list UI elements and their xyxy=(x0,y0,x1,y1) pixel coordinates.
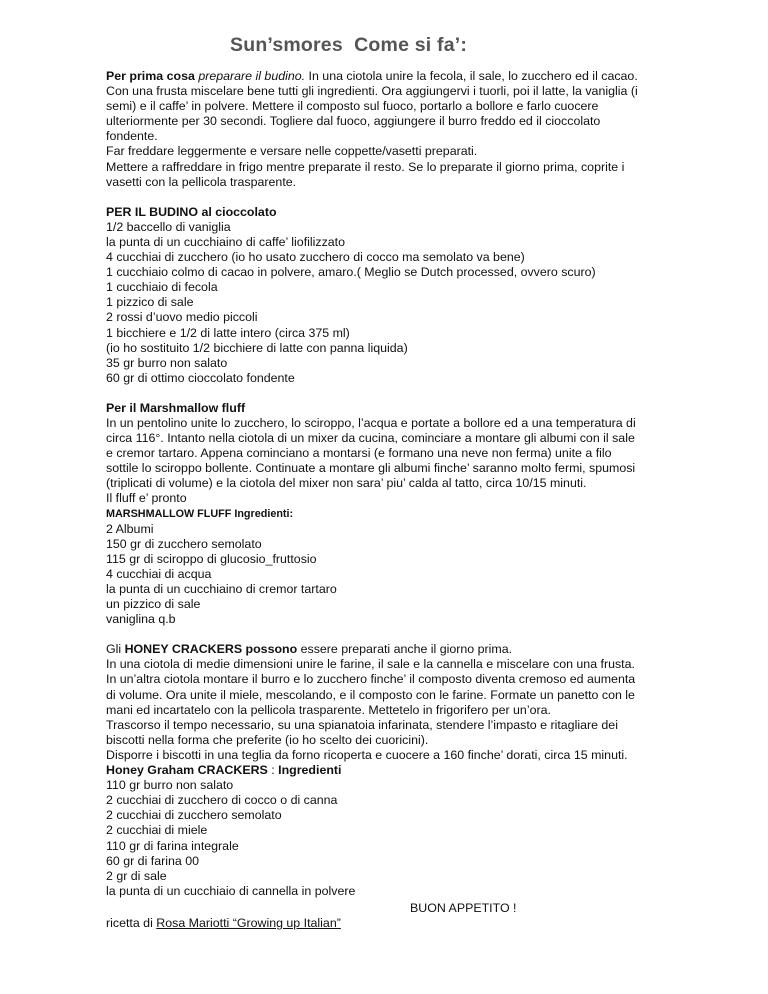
ingredient-item: 2 cucchiai di zucchero di cocco o di canna xyxy=(106,793,338,808)
ingredient-item: la punta di un cucchiaio di cannella in polvere xyxy=(106,883,356,898)
ingredient-item: 2 rossi d’uovo medio piccoli xyxy=(106,310,258,325)
crackers-ingredients-label: Ingredienti xyxy=(278,763,342,778)
intro-line: semi) e il caffe’ in polvere. Mettere il composto sul fuoco, portarlo a bollore e farlo cuocere xyxy=(106,99,599,114)
ingredient-item: 150 gr di zucchero semolato xyxy=(106,536,262,551)
fluff-section xyxy=(106,401,676,627)
fluff-line: In un pentolino unite lo zucchero, lo sciroppo, l’acqua e portate a bollore ed a una temperatura di xyxy=(106,415,636,430)
crackers-ingredients-heading xyxy=(106,763,676,778)
ingredient-item: 4 cucchiai di zucchero (io ho usato zucchero di cocco ma semolato va bene) xyxy=(106,250,525,265)
crackers-first-line xyxy=(106,642,676,657)
ingredient-item: 2 cucchiai di zucchero semolato xyxy=(106,808,282,823)
crackers-ingredients-sep: : xyxy=(267,763,279,778)
fluff-line: e cremor tartaro. Appena cominciano a montarsi (e formano una neve non ferma) unite a filo xyxy=(106,446,612,461)
ingredient-item: 35 gr burro non salato xyxy=(106,355,228,370)
ingredient-item: 60 gr di farina 00 xyxy=(106,853,199,868)
crackers-section xyxy=(106,642,676,899)
intro-lead-italic: preparare il budino. xyxy=(198,69,306,83)
intro-line: fondente. xyxy=(106,129,158,144)
intro-lead-bold: Per prima cosa xyxy=(106,69,195,83)
buon-appetito: BUON APPETITO ! xyxy=(410,900,517,915)
recipe-credit xyxy=(106,916,341,930)
ingredient-item: un pizzico di sale xyxy=(106,597,201,612)
crackers-line: Trascorso il tempo necessario, su una spianatoia infarinata, stendere l’impasto e ritagliare dei xyxy=(106,717,618,732)
crackers-line: In un’altra ciotola montare il burro e lo zucchero finche’ il composto diventa cremoso ed aumenta xyxy=(106,672,636,687)
intro-first-line xyxy=(106,69,676,84)
ingredient-item: 1 bicchiere e 1/2 di latte intero (circa 375 ml) xyxy=(106,325,350,340)
spacer xyxy=(106,627,676,642)
ingredient-item: 2 Albumi xyxy=(106,521,154,536)
crackers-line: In una ciotola di medie dimensioni unire le farine, il sale e la cannella e miscelare con una frusta. xyxy=(106,657,635,672)
crackers-bold: HONEY CRACKERS possono xyxy=(124,642,298,657)
crackers-pre: Gli xyxy=(106,642,125,657)
credit-link[interactable]: Rosa Mariotti “Growing up Italian” xyxy=(156,915,341,930)
ingredient-item: 4 cucchiai di acqua xyxy=(106,566,212,581)
budino-heading: PER IL BUDINO al cioccolato xyxy=(106,204,277,219)
fluff-line: sottile lo sciroppo bollente. Continuate a montare gli albumi finche’ saranno molto fermi, spumosi xyxy=(106,461,636,476)
intro-line: Far freddare leggermente e versare nelle coppette/vasetti preparati. xyxy=(106,144,478,159)
ingredient-item: la punta di un cucchiaino di cremor tartaro xyxy=(106,582,337,596)
ingredient-item: 2 gr di sale xyxy=(106,868,167,883)
intro-line: Mettere a raffreddare in frigo mentre preparate il resto. Se lo preparate il giorno prima, coprite i xyxy=(106,159,625,174)
crackers-line: Disporre i biscotti in una teglia da forno ricoperta e cuocere a 160 finche’ dorati, circa 15 minuti. xyxy=(106,747,628,762)
crackers-line: di volume. Ora unite il miele, mescolando, e il composto con le farine. Formate un panetto con le xyxy=(106,687,635,702)
fluff-ingredients-heading: MARSHMALLOW FLUFF Ingredienti: xyxy=(106,507,294,520)
ingredient-item: vaniglina q.b xyxy=(106,612,176,627)
intro-line: ulteriormente per 30 secondi. Togliere dal fuoco, aggiungere il burro freddo ed il cioccolato xyxy=(106,114,601,129)
ingredient-item: 115 gr di sciroppo di glucosio_fruttosio xyxy=(106,551,317,566)
crackers-line: mani ed incartatelo con la pellicola trasparente. Mettetelo in frigorifero per un’ora. xyxy=(106,702,551,717)
ingredient-item: la punta di un cucchiaino di caffe’ liofilizzato xyxy=(106,234,346,249)
intro-line: In una ciotola unire la fecola, il sale, lo zucchero ed il cacao. xyxy=(305,69,638,83)
fluff-line: circa 116°. Intanto nella ciotola di un mixer da cucina, cominciare a montare gli albumi con il sale xyxy=(106,431,635,446)
budino-section xyxy=(106,205,676,386)
ingredient-item: 1 cucchiaio di fecola xyxy=(106,280,218,295)
ingredient-item: 110 gr di farina integrale xyxy=(106,838,239,853)
ingredient-item: 1 cucchiaio colmo di cacao in polvere, amaro.( Meglio se Dutch processed, ovvero scuro) xyxy=(106,265,596,280)
fluff-line: (triplicati di volume) e la ciotola del mixer non sara’ piu’ calda al tatto, circa 10/15 minuti. xyxy=(106,476,587,491)
fluff-heading: Per il Marshmallow fluff xyxy=(106,400,246,415)
ingredient-item: 1/2 baccello di vaniglia xyxy=(106,219,231,234)
crackers-ingredients-bold: Honey Graham CRACKERS xyxy=(106,763,268,778)
spacer xyxy=(106,190,676,205)
ingredient-item: 2 cucchiai di miele xyxy=(106,823,208,838)
ingredient-item: 1 pizzico di sale xyxy=(106,295,194,310)
ingredient-item: 110 gr burro non salato xyxy=(106,778,234,793)
crackers-line: biscotti nella forma che preferite (io ho scelto dei cuoricini). xyxy=(106,732,429,747)
ingredient-item: (io ho sostituito 1/2 bicchiere di latte con panna liquida) xyxy=(106,340,408,355)
credit-prefix: ricetta di xyxy=(106,915,157,930)
intro-line: Con una frusta miscelare bene tutti gli ingredienti. Ora aggiungervi i tuorli, poi il latte, la vaniglia (i xyxy=(106,84,638,99)
intro-paragraph xyxy=(106,69,676,190)
page-title: Sun’smores Come si fa’: xyxy=(230,34,468,56)
fluff-line: Il fluff e’ pronto xyxy=(106,491,187,506)
spacer xyxy=(106,386,676,401)
ingredient-item: 60 gr di ottimo cioccolato fondente xyxy=(106,370,295,385)
closing xyxy=(106,899,676,929)
document-body xyxy=(106,69,676,929)
crackers-post: essere preparati anche il giorno prima. xyxy=(297,642,513,657)
intro-line: vasetti con la pellicola trasparente. xyxy=(106,174,297,189)
